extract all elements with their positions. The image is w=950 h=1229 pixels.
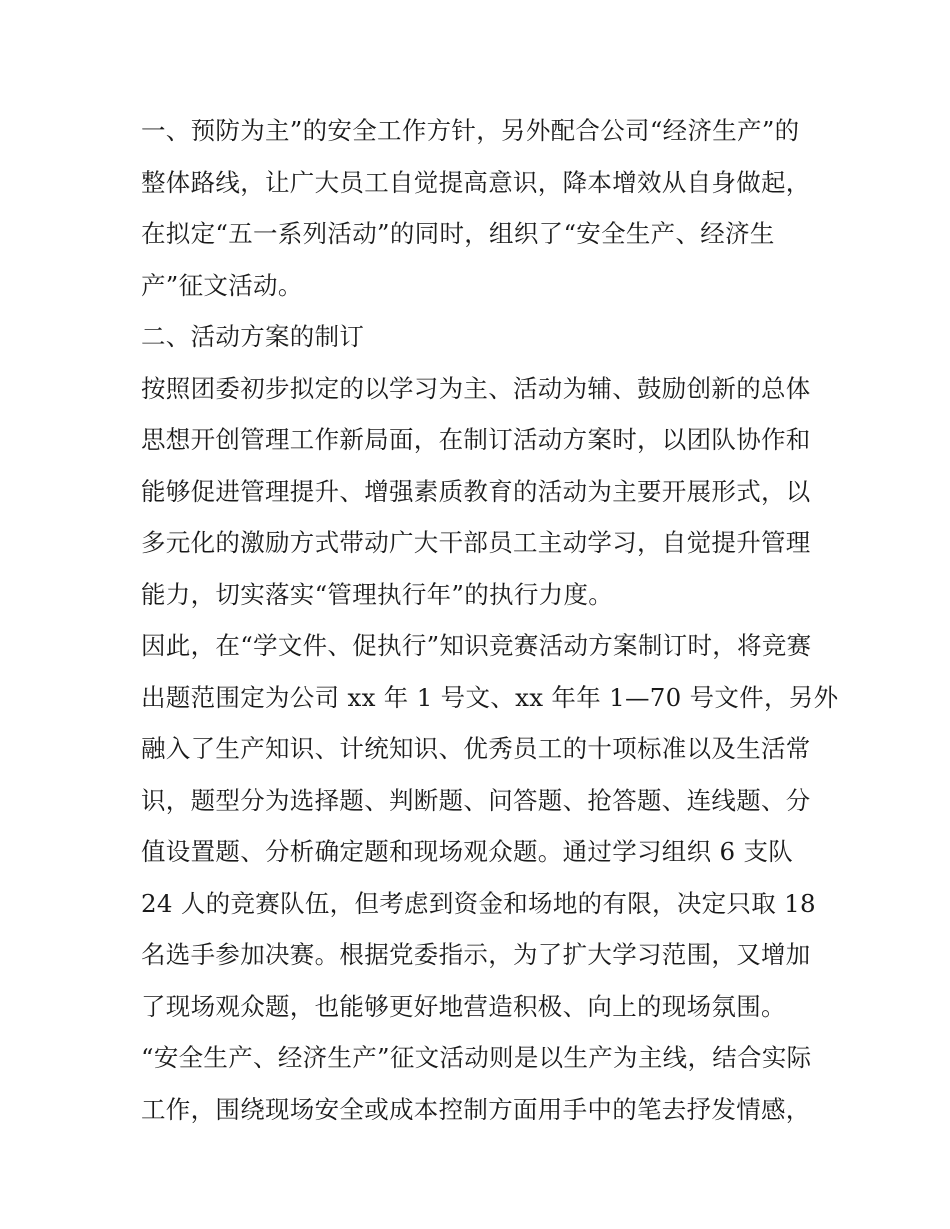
text-line: 融入了生产知识、计统知识、优秀员工的十项标准以及生活常: [141, 734, 811, 763]
text-line: 识，题型分为选择题、判断题、问答题、抢答题、连线题、分: [141, 785, 811, 815]
text-line: 因此，在“学文件、促执行”知识竞赛活动方案制订时，将竞赛: [141, 631, 812, 660]
document-body: [141, 105, 839, 1135]
section-heading: 二、活动方案的制订: [141, 322, 365, 351]
text-line: 工作，围绕现场安全或成本控制方面用手中的笔去抒发情感，: [141, 1094, 811, 1124]
text-line: 值设置题、分析确定题和现场观众题。通过学习组织 6 支队: [141, 837, 794, 866]
text-line: 能够促进管理提升、增强素质教育的活动为主要开展形式，以: [141, 476, 811, 506]
text-line: 思想开创管理工作新局面，在制订活动方案时，以团队协作和: [141, 425, 811, 454]
text-line: 能力，切实落实“管理执行年”的执行力度。: [141, 579, 614, 609]
text-line: 按照团委初步拟定的以学习为主、活动为辅、鼓励创新的总体: [141, 373, 811, 403]
text-line: “安全生产、经济生产”征文活动则是以生产为主线，结合实际: [141, 1043, 812, 1072]
text-line: 在拟定“五一系列活动”的同时，组织了“安全生产、经济生: [141, 219, 775, 248]
text-line: 整体路线，让广大员工自觉提高意识，降本增效从自身做起，: [141, 167, 811, 197]
text-line: 一、预防为主”的安全工作方针，另外配合公司“经济生产”的: [141, 116, 800, 145]
text-line: 了现场观众题，也能够更好地营造积极、向上的现场氛围。: [141, 991, 786, 1021]
text-line: 多元化的激励方式带动广大干部员工主动学习，自觉提升管理: [141, 528, 811, 557]
text-line: 名选手参加决赛。根据党委指示，为了扩大学习范围，又增加: [141, 940, 811, 969]
text-line: 24 人的竞赛队伍，但考虑到资金和场地的有限，决定只取 18: [141, 888, 816, 918]
text-line: 出题范围定为公司 xx 年 1 号文、xx 年年 1—70 号文件，另外: [141, 682, 839, 712]
text-line: 产”征文活动。: [141, 270, 303, 300]
